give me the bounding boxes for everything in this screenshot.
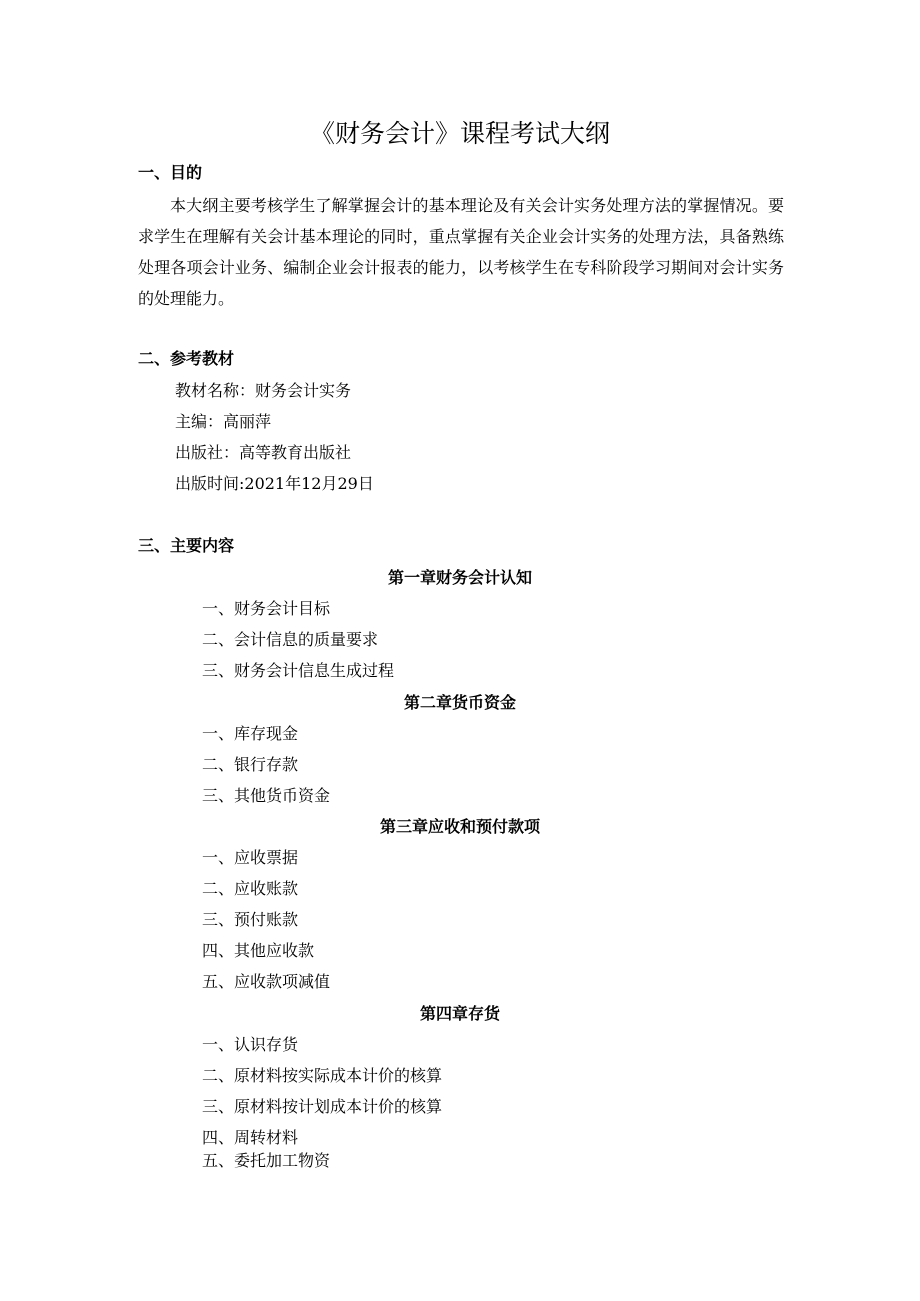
- chapter-item: 三、其他货币资金: [202, 786, 331, 805]
- chapter-item: 一、应收票据: [202, 848, 299, 867]
- section-heading-content: 三、主要内容: [138, 536, 235, 555]
- chapter-title: 第三章应收和预付款项: [379, 817, 540, 836]
- chapter-item: 四、其他应收款: [202, 941, 315, 960]
- chapter-item: 二、银行存款: [202, 755, 299, 774]
- chapter-title: 第一章财务会计认知: [387, 568, 532, 587]
- section-heading-purpose: 一、目的: [138, 163, 203, 182]
- chapter-item: 三、原材料按计划成本计价的核算: [202, 1097, 443, 1116]
- chapter-item: 二、原材料按实际成本计价的核算: [202, 1066, 443, 1085]
- chapter-item: 二、会计信息的质量要求: [202, 630, 379, 649]
- chapter-item: 一、财务会计目标: [202, 599, 331, 618]
- document-title: 《财务会计》课程考试大纲: [309, 119, 610, 148]
- chapter-title: 第二章货币资金: [403, 693, 516, 712]
- chapter-item: 四、周转材料: [202, 1128, 299, 1147]
- textbook-publisher: 出版社：高等教育出版社: [175, 443, 352, 462]
- textbook-editor: 主编：高丽萍: [175, 412, 272, 431]
- chapter-item: 三、预付账款: [202, 910, 299, 929]
- chapter-item: 五、委托加工物资: [202, 1151, 331, 1170]
- chapter-item: 五、应收款项减值: [202, 972, 331, 991]
- chapter-item: 二、应收账款: [202, 879, 299, 898]
- section-heading-textbook: 二、参考教材: [138, 349, 235, 368]
- chapter-item: 一、认识存货: [202, 1035, 299, 1054]
- chapter-item: 一、库存现金: [202, 724, 299, 743]
- purpose-paragraph: 本大纲主要考核学生了解掌握会计的基本理论及有关会计实务处理方法的掌握情况。要求学生在理解有关会计基本理论的同时，重点掌握有关企业会计实务的处理方法，具备熟练处理各项会计业务、编制企业会计报表的能力，以考核学生在专科阶段学习期间对会计实务的处理能力。: [138, 196, 784, 308]
- textbook-publish-date: 出版时间:2021年12月29日: [175, 474, 374, 493]
- chapter-item: 三、财务会计信息生成过程: [202, 661, 395, 680]
- chapter-title: 第四章存货: [419, 1004, 500, 1023]
- textbook-name: 教材名称：财务会计实务: [175, 381, 352, 400]
